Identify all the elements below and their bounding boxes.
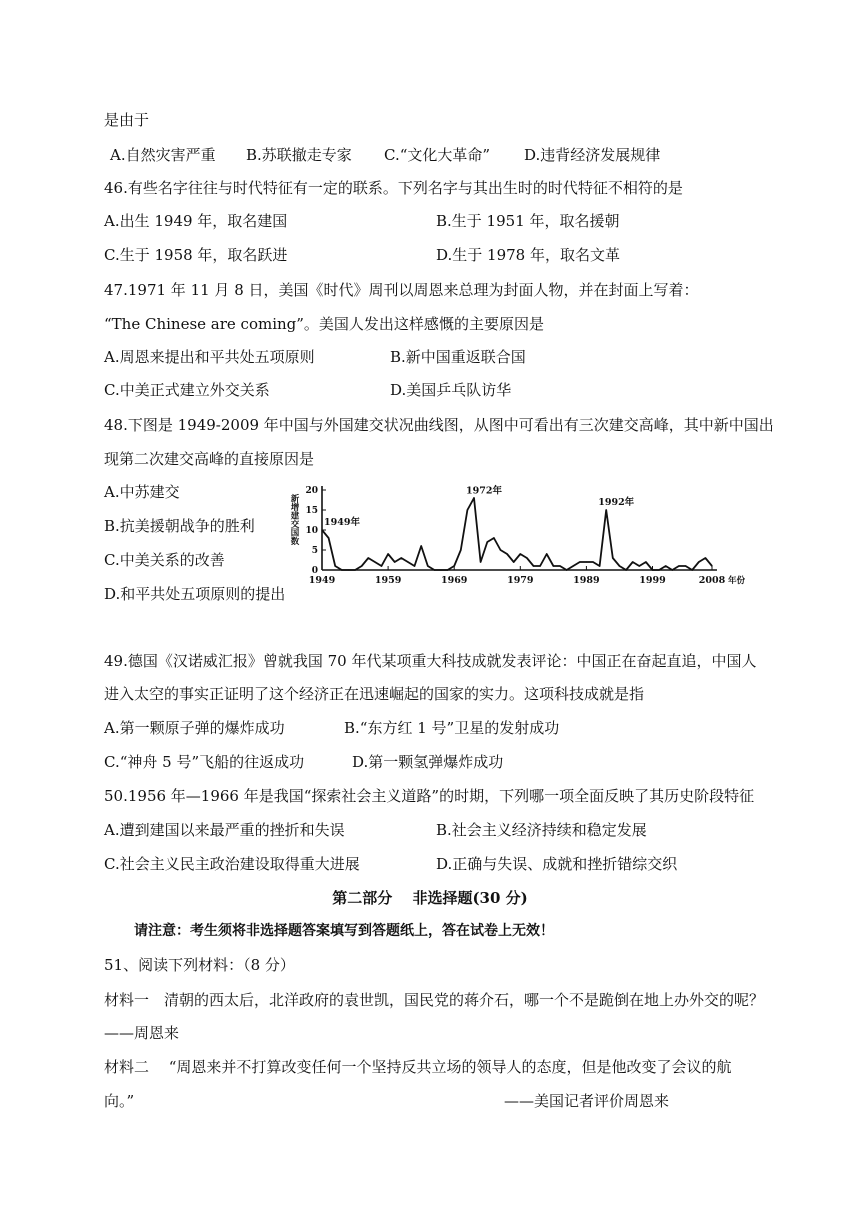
x-tick-label: 1999 bbox=[639, 575, 666, 586]
prev-question-tail: 是由于 bbox=[104, 111, 150, 129]
x-tick-label: 1959 bbox=[374, 575, 402, 586]
q47-stem-line2: “The Chinese are coming”。美国人发出这样感慨的主要原因是 bbox=[104, 315, 544, 333]
y-tick-label: 10 bbox=[305, 526, 318, 536]
data-point bbox=[526, 557, 527, 558]
data-point bbox=[540, 565, 541, 566]
q51-material1: 材料一 清朝的西太后，北洋政府的袁世凯，国民党的蒋介石，哪一个不是跪倒在地上办外交的呢？ bbox=[104, 991, 765, 1009]
q45-option-a: A.自然灾害严重 bbox=[110, 146, 216, 164]
data-point bbox=[480, 561, 481, 562]
y-axis-label: 新增建交国数 bbox=[289, 494, 299, 545]
data-point bbox=[407, 561, 408, 562]
q49-option-a: A.第一颗原子弹的爆炸成功 bbox=[104, 719, 285, 737]
chart-line-layer bbox=[321, 497, 712, 570]
q47-option-b: B.新中国重返联合国 bbox=[390, 348, 526, 366]
q49-option-c: C.“神舟 5 号”飞船的往返成功 bbox=[104, 753, 305, 771]
data-point bbox=[573, 565, 574, 566]
data-point bbox=[348, 569, 349, 570]
peak-annotation: 1949年 bbox=[324, 516, 360, 528]
data-point bbox=[705, 557, 706, 558]
data-point bbox=[711, 565, 712, 566]
data-point bbox=[454, 565, 455, 566]
data-point bbox=[612, 557, 613, 558]
data-point bbox=[335, 565, 336, 566]
q47-option-d: D.美国乒乓队访华 bbox=[390, 381, 512, 399]
data-point bbox=[592, 561, 593, 562]
y-tick-label: 20 bbox=[305, 486, 318, 496]
data-point bbox=[520, 553, 521, 554]
q51-material2-line1: 材料二 “周恩来并不打算改变任何一个坚持反共立场的领导人的态度，但是他改变了会议的航 bbox=[104, 1058, 732, 1076]
data-point bbox=[645, 561, 646, 562]
q48-stem-line1: 48.下图是 1949-2009 年中国与外国建交状况曲线图，从图中可看出有三次建交高峰，其中新中国出 bbox=[104, 416, 774, 434]
data-point bbox=[506, 553, 507, 554]
chart-ticks bbox=[305, 486, 725, 586]
data-point bbox=[427, 565, 428, 566]
peak-annotation: 1992年 bbox=[598, 496, 635, 508]
q51-material2-line2: 向。” bbox=[104, 1092, 135, 1110]
data-point bbox=[553, 565, 554, 566]
data-point bbox=[692, 569, 693, 570]
x-axis-label: 年份 bbox=[728, 576, 746, 586]
q45-option-d: D.违背经济发展规律 bbox=[524, 146, 661, 164]
y-tick-label: 0 bbox=[311, 566, 318, 576]
q51-material1-source: ——周恩来 bbox=[104, 1024, 180, 1042]
part2-title: 第二部分 非选择题(30 分) bbox=[332, 889, 528, 907]
q50-option-a: A.遭到建国以来最严重的挫折和失误 bbox=[104, 821, 345, 839]
data-point bbox=[381, 565, 382, 566]
data-point bbox=[374, 561, 375, 562]
data-point bbox=[659, 569, 660, 570]
data-point bbox=[639, 565, 640, 566]
q49-option-b: B.“东方红 1 号”卫星的发射成功 bbox=[344, 719, 560, 737]
data-point bbox=[586, 561, 587, 562]
q49-option-d: D.第一颗氢弹爆炸成功 bbox=[352, 753, 504, 771]
x-tick-label: 2008 bbox=[698, 575, 726, 586]
diplomatic-relations-chart bbox=[282, 472, 752, 592]
data-point bbox=[321, 529, 322, 530]
data-point bbox=[341, 569, 342, 570]
data-point bbox=[698, 561, 699, 562]
data-point bbox=[619, 565, 620, 566]
data-point bbox=[394, 561, 395, 562]
part2-notice: 请注意：考生须将非选择题答案填写到答题纸上，答在试卷上无效！ bbox=[134, 923, 554, 939]
data-point bbox=[678, 565, 679, 566]
q46-option-c: C.生于 1958 年，取名跃进 bbox=[104, 246, 288, 264]
series-line bbox=[322, 498, 712, 570]
data-point bbox=[328, 537, 329, 538]
q46-option-a: A.出生 1949 年，取名建国 bbox=[104, 212, 288, 230]
data-point bbox=[566, 569, 567, 570]
q46-option-d: D.生于 1978 年，取名文革 bbox=[436, 246, 620, 264]
data-point bbox=[388, 553, 389, 554]
q46-stem: 46.有些名字往往与时代特征有一定的联系。下列名字与其出生时的时代特征不相符的是 bbox=[104, 179, 683, 197]
q50-option-b: B.社会主义经济持续和稳定发展 bbox=[436, 821, 647, 839]
q48-option-c: C.中美关系的改善 bbox=[104, 551, 225, 569]
q47-option-c: C.中美正式建立外交关系 bbox=[104, 381, 270, 399]
data-point bbox=[414, 565, 415, 566]
q51-stem: 51、阅读下列材料：（8 分） bbox=[104, 956, 295, 974]
chart-axes bbox=[322, 486, 717, 570]
data-point bbox=[473, 497, 474, 498]
q51-material2-source: ——美国记者评价周恩来 bbox=[504, 1092, 670, 1110]
data-point bbox=[513, 561, 514, 562]
data-point bbox=[447, 569, 448, 570]
q50-option-c: C.社会主义民主政治建设取得重大进展 bbox=[104, 855, 360, 873]
q47-stem-line1: 47.1971 年 11 月 8 日，美国《时代》周刊以周恩来总理为封面人物，并在封面上写着： bbox=[104, 281, 699, 299]
data-point bbox=[354, 569, 355, 570]
data-point bbox=[434, 569, 435, 570]
data-point bbox=[421, 545, 422, 546]
data-point bbox=[460, 549, 461, 550]
data-point bbox=[632, 561, 633, 562]
data-point bbox=[546, 553, 547, 554]
q50-option-d: D.正确与失误、成就和挫折错综交织 bbox=[436, 855, 678, 873]
q45-option-c: C.“文化大革命” bbox=[384, 146, 491, 164]
data-point bbox=[440, 569, 441, 570]
data-point bbox=[493, 537, 494, 538]
data-point bbox=[685, 565, 686, 566]
y-tick-label: 5 bbox=[311, 546, 318, 556]
data-point bbox=[665, 565, 666, 566]
data-point bbox=[559, 565, 560, 566]
data-point bbox=[500, 549, 501, 550]
data-point bbox=[625, 569, 626, 570]
q48-option-b: B.抗美援朝战争的胜利 bbox=[104, 517, 255, 535]
q48-option-a: A.中苏建交 bbox=[104, 483, 180, 501]
data-point bbox=[672, 569, 673, 570]
q48-stem-line2: 现第二次建交高峰的直接原因是 bbox=[104, 450, 315, 468]
data-point bbox=[606, 509, 607, 510]
data-point bbox=[579, 561, 580, 562]
q47-option-a: A.周恩来提出和平共处五项原则 bbox=[104, 348, 315, 366]
q49-stem-line1: 49.德国《汉诺威汇报》曾就我国 70 年代某项重大科技成就发表评论：中国正在奋起直追，中国人 bbox=[104, 652, 757, 670]
data-point bbox=[401, 557, 402, 558]
peak-annotation: 1972年 bbox=[466, 485, 502, 497]
data-point bbox=[467, 509, 468, 510]
data-point bbox=[652, 569, 653, 570]
x-tick-label: 1989 bbox=[573, 575, 600, 586]
x-tick-label: 1979 bbox=[507, 575, 534, 586]
data-point bbox=[599, 565, 600, 566]
data-point bbox=[361, 565, 362, 566]
data-point bbox=[368, 557, 369, 558]
q49-stem-line2: 进入太空的事实正证明了这个经济正在迅速崛起的国家的实力。这项科技成就是指 bbox=[104, 685, 645, 703]
x-tick-label: 1969 bbox=[440, 575, 468, 586]
y-tick-label: 15 bbox=[305, 506, 318, 516]
data-point bbox=[487, 541, 488, 542]
data-point bbox=[533, 565, 534, 566]
q48-option-d: D.和平共处五项原则的提出 bbox=[104, 585, 286, 603]
q46-option-b: B.生于 1951 年，取名援朝 bbox=[436, 212, 620, 230]
q45-option-b: B.苏联撤走专家 bbox=[246, 146, 352, 164]
x-tick-label: 1949 bbox=[308, 575, 336, 586]
q50-stem: 50.1956 年—1966 年是我国“探索社会主义道路”的时期，下列哪一项全面反映了其历史阶段特征 bbox=[104, 787, 755, 805]
